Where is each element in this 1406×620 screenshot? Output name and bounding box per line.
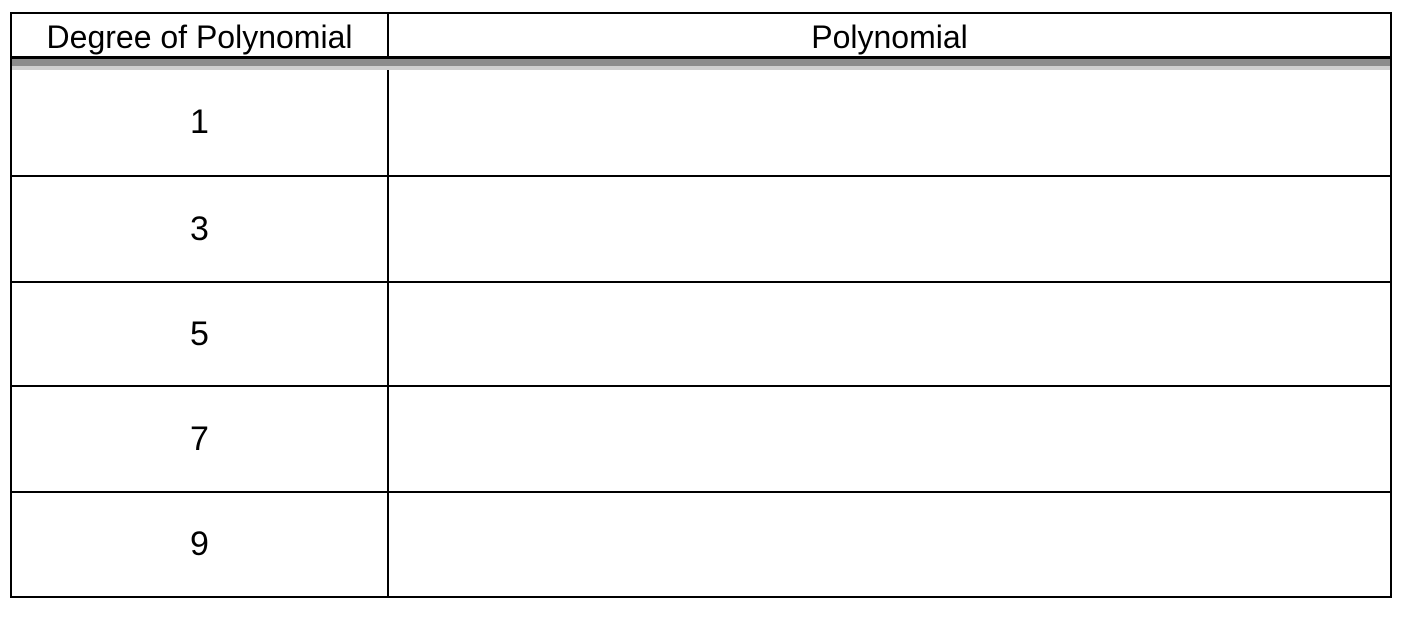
table-row [12, 387, 1390, 493]
degree-cell: 7 [12, 387, 389, 491]
table-row [12, 493, 1390, 596]
degree-cell: 3 [12, 177, 389, 281]
polynomial-cell[interactable] [389, 387, 1390, 491]
header-polynomial: Polynomial [811, 19, 968, 55]
table-row [12, 70, 1390, 177]
polynomial-cell[interactable] [389, 70, 1390, 175]
header-degree-of-polynomial: Degree of Polynomial [12, 14, 389, 56]
degree-cell: 5 [12, 283, 389, 385]
degree-cell: 9 [12, 493, 389, 596]
table-row [12, 283, 1390, 387]
polynomial-table [10, 12, 1392, 598]
polynomial-cell[interactable] [389, 493, 1390, 596]
table-row [12, 177, 1390, 283]
table-body [12, 70, 1390, 596]
header-divider [12, 56, 1390, 70]
degree-cell: 1 [12, 70, 389, 175]
table-header-row [12, 14, 1390, 56]
polynomial-cell[interactable] [389, 177, 1390, 281]
polynomial-cell[interactable] [389, 283, 1390, 385]
